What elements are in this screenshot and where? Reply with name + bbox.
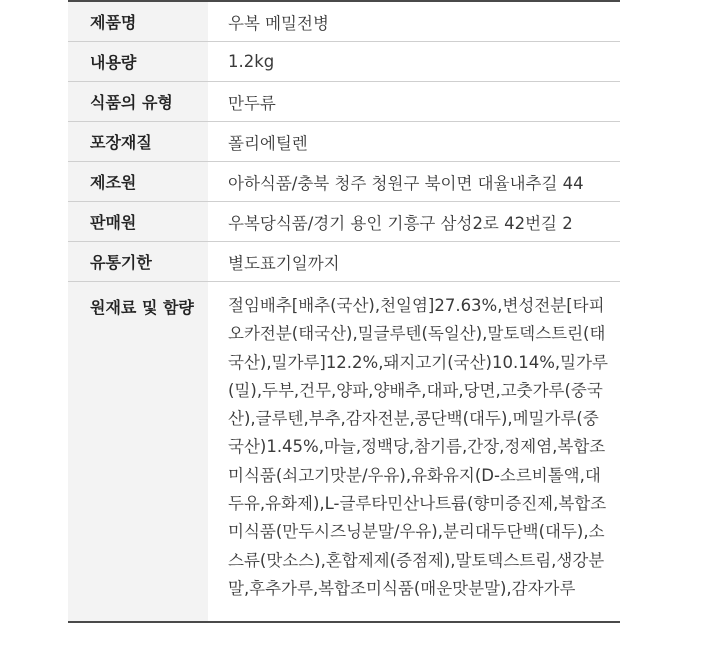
ingredients-value: 절임배추[배추(국산),천일염]27.63%,변성전분[타피오카전분(태국산),밀글루텐(독일산),말토덱스트린(태국산),밀가루]12.2%,돼지고기(국산)10.14%,밀가루(밀),두부,건무,양파,양배추,대파,당면,고춧가루(중국산),글루텐,부추,감자전분,콩단백(대두),메밀가루(중국산)1.45%,마늘,정백당,참기름,간장,정제염,복합조미식품(쇠고기맛분/우유),유화유지(D-소르비톨액,대두유,유화제),L-글루타민산나트륨(향미증진제,복합조미식품(만두시즈닝분말/우유),분리대두단백(대두),소스류(맛소스),혼합제제(증점제),말토덱스트림,생강분말,후추가루,복합조미식품(매운맛분말),감자가루 bbox=[228, 296, 608, 598]
row-product-name bbox=[68, 2, 620, 42]
row-net-weight bbox=[68, 42, 620, 82]
seller-value: 우복당식품/경기 용인 기흥구 삼성2로 42번길 2 bbox=[228, 213, 573, 233]
row-packaging bbox=[68, 122, 620, 162]
expiry-label: 유통기한 bbox=[68, 242, 208, 281]
product-name-value: 우복 메밀전병 bbox=[228, 13, 329, 33]
row-seller bbox=[68, 202, 620, 242]
row-expiry bbox=[68, 242, 620, 282]
seller-label: 판매원 bbox=[68, 202, 208, 241]
food-type-value: 만두류 bbox=[228, 93, 276, 113]
net-weight-label: 내용량 bbox=[68, 42, 208, 81]
manufacturer-value: 아하식품/충북 청주 청원구 북이면 대율내추길 44 bbox=[228, 173, 584, 193]
ingredients-label: 원재료 및 함량 bbox=[68, 282, 208, 621]
packaging-value: 폴리에틸렌 bbox=[228, 133, 308, 153]
row-ingredients bbox=[68, 282, 620, 621]
packaging-label: 포장재질 bbox=[68, 122, 208, 161]
food-type-label: 식품의 유형 bbox=[68, 82, 208, 121]
product-name-label: 제품명 bbox=[68, 2, 208, 41]
row-manufacturer bbox=[68, 162, 620, 202]
expiry-value: 별도표기일까지 bbox=[228, 253, 340, 273]
row-food-type bbox=[68, 82, 620, 122]
manufacturer-label: 제조원 bbox=[68, 162, 208, 201]
product-info-table bbox=[68, 0, 620, 623]
net-weight-value: 1.2kg bbox=[228, 52, 275, 71]
